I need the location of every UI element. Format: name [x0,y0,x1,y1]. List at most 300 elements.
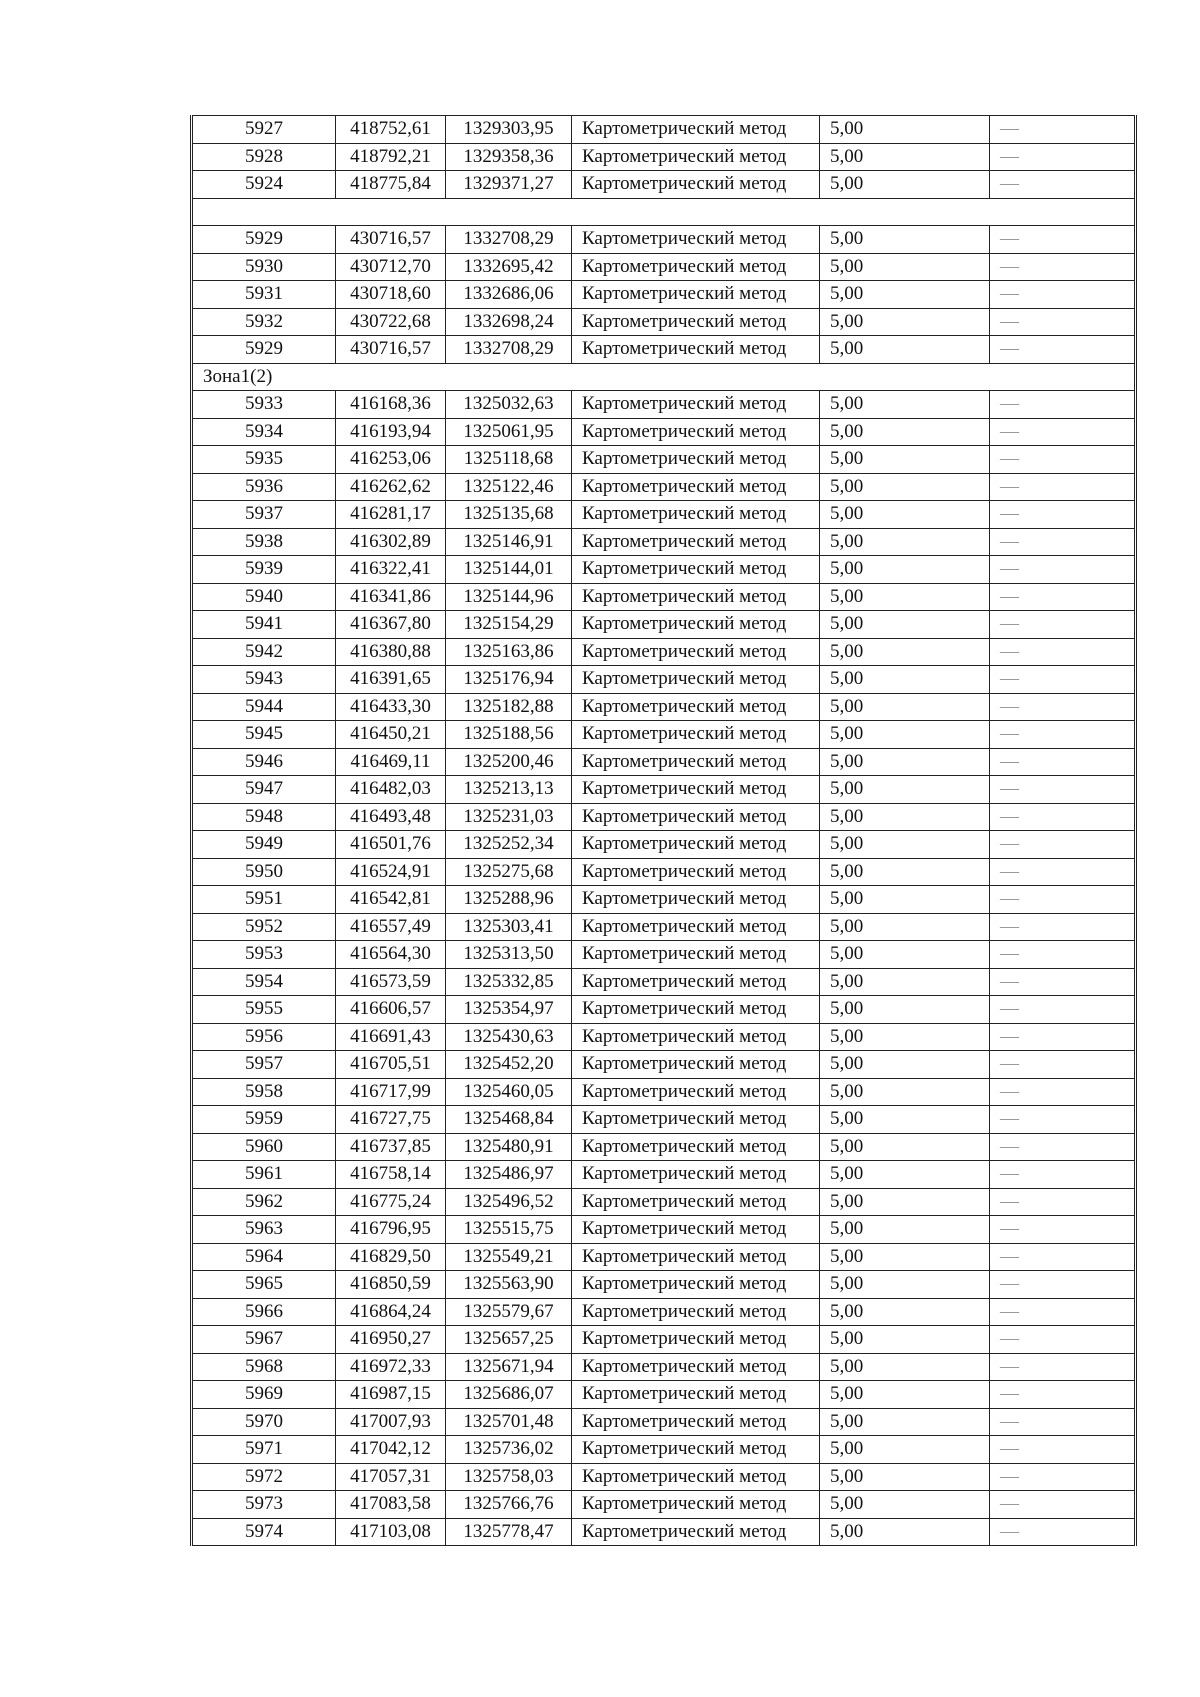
note-cell: — [990,1106,1136,1134]
note-cell: — [990,941,1136,969]
table-row [192,1381,1136,1409]
table-row [192,858,1136,886]
accuracy-cell: 5,00 [820,1326,990,1354]
method-cell: Картометрический метод [572,666,820,694]
y-coordinate-cell: 1325288,96 [446,886,572,914]
accuracy-cell: 5,00 [820,1216,990,1244]
x-coordinate-cell: 416606,57 [336,996,446,1024]
note-cell: — [990,226,1136,254]
table-row [192,308,1136,336]
table-row [192,913,1136,941]
accuracy-cell: 5,00 [820,776,990,804]
note-cell: — [990,473,1136,501]
point-number-cell: 5947 [192,776,336,804]
x-coordinate-cell: 430716,57 [336,226,446,254]
y-coordinate-cell: 1325303,41 [446,913,572,941]
method-cell: Картометрический метод [572,116,820,144]
x-coordinate-cell: 418752,61 [336,116,446,144]
note-cell: — [990,1381,1136,1409]
point-number-cell: 5968 [192,1353,336,1381]
x-coordinate-cell: 416262,62 [336,473,446,501]
x-coordinate-cell: 418775,84 [336,171,446,199]
note-cell: — [990,1133,1136,1161]
point-number-cell: 5935 [192,446,336,474]
method-cell: Картометрический метод [572,1023,820,1051]
accuracy-cell: 5,00 [820,1436,990,1464]
table-row [192,336,1136,364]
table-row [192,1326,1136,1354]
method-cell: Картометрический метод [572,638,820,666]
accuracy-cell: 5,00 [820,1051,990,1079]
point-number-cell: 5929 [192,226,336,254]
note-cell: — [990,1161,1136,1189]
table-row [192,501,1136,529]
y-coordinate-cell: 1325118,68 [446,446,572,474]
table-row [192,281,1136,309]
x-coordinate-cell: 430718,60 [336,281,446,309]
accuracy-cell: 5,00 [820,831,990,859]
x-coordinate-cell: 416573,59 [336,968,446,996]
method-cell: Картометрический метод [572,473,820,501]
note-cell: — [990,1271,1136,1299]
point-number-cell: 5958 [192,1078,336,1106]
accuracy-cell: 5,00 [820,721,990,749]
table-row [192,116,1136,144]
note-cell: — [990,913,1136,941]
point-number-cell: 5924 [192,171,336,199]
accuracy-cell: 5,00 [820,666,990,694]
table-row [192,1106,1136,1134]
x-coordinate-cell: 416253,06 [336,446,446,474]
method-cell: Картометрический метод [572,418,820,446]
y-coordinate-cell: 1325231,03 [446,803,572,831]
method-cell: Картометрический метод [572,1518,820,1546]
point-number-cell: 5953 [192,941,336,969]
note-cell: — [990,1518,1136,1546]
method-cell: Картометрический метод [572,336,820,364]
note-cell: — [990,1298,1136,1326]
point-number-cell: 5963 [192,1216,336,1244]
method-cell: Картометрический метод [572,556,820,584]
point-number-cell: 5964 [192,1243,336,1271]
table-row [192,1188,1136,1216]
accuracy-cell: 5,00 [820,1271,990,1299]
method-cell: Картометрический метод [572,528,820,556]
x-coordinate-cell: 416341,86 [336,583,446,611]
method-cell: Картометрический метод [572,1381,820,1409]
note-cell: — [990,748,1136,776]
method-cell: Картометрический метод [572,171,820,199]
accuracy-cell: 5,00 [820,886,990,914]
point-number-cell: 5945 [192,721,336,749]
y-coordinate-cell: 1325332,85 [446,968,572,996]
x-coordinate-cell: 416322,41 [336,556,446,584]
note-cell: — [990,116,1136,144]
x-coordinate-cell: 416193,94 [336,418,446,446]
x-coordinate-cell: 417042,12 [336,1436,446,1464]
method-cell: Картометрический метод [572,1298,820,1326]
x-coordinate-cell: 416972,33 [336,1353,446,1381]
coordinates-table-body [192,116,1136,1546]
x-coordinate-cell: 417057,31 [336,1463,446,1491]
method-cell: Картометрический метод [572,1133,820,1161]
y-coordinate-cell: 1325496,52 [446,1188,572,1216]
method-cell: Картометрический метод [572,996,820,1024]
point-number-cell: 5929 [192,336,336,364]
separator-cell [192,198,1136,226]
point-number-cell: 5944 [192,693,336,721]
method-cell: Картометрический метод [572,693,820,721]
method-cell: Картометрический метод [572,1408,820,1436]
x-coordinate-cell: 417007,93 [336,1408,446,1436]
x-coordinate-cell: 430722,68 [336,308,446,336]
accuracy-cell: 5,00 [820,1463,990,1491]
note-cell: — [990,1023,1136,1051]
accuracy-cell: 5,00 [820,143,990,171]
method-cell: Картометрический метод [572,748,820,776]
method-cell: Картометрический метод [572,831,820,859]
table-row [192,1353,1136,1381]
y-coordinate-cell: 1325778,47 [446,1518,572,1546]
table-row [192,418,1136,446]
point-number-cell: 5952 [192,913,336,941]
note-cell: — [990,1188,1136,1216]
x-coordinate-cell: 416281,17 [336,501,446,529]
note-cell: — [990,583,1136,611]
point-number-cell: 5928 [192,143,336,171]
point-number-cell: 5927 [192,116,336,144]
note-cell: — [990,831,1136,859]
note-cell: — [990,886,1136,914]
method-cell: Картометрический метод [572,1161,820,1189]
x-coordinate-cell: 416450,21 [336,721,446,749]
method-cell: Картометрический метод [572,721,820,749]
y-coordinate-cell: 1325480,91 [446,1133,572,1161]
y-coordinate-cell: 1325122,46 [446,473,572,501]
point-number-cell: 5969 [192,1381,336,1409]
accuracy-cell: 5,00 [820,281,990,309]
note-cell: — [990,666,1136,694]
accuracy-cell: 5,00 [820,446,990,474]
table-row [192,1051,1136,1079]
table-row [192,556,1136,584]
x-coordinate-cell: 416564,30 [336,941,446,969]
y-coordinate-cell: 1325460,05 [446,1078,572,1106]
note-cell: — [990,611,1136,639]
accuracy-cell: 5,00 [820,1023,990,1051]
method-cell: Картометрический метод [572,1491,820,1519]
note-cell: — [990,391,1136,419]
method-cell: Картометрический метод [572,1436,820,1464]
note-cell: — [990,693,1136,721]
accuracy-cell: 5,00 [820,1078,990,1106]
table-row [192,1133,1136,1161]
y-coordinate-cell: 1325354,97 [446,996,572,1024]
point-number-cell: 5941 [192,611,336,639]
note-cell: — [990,1051,1136,1079]
table-row [192,611,1136,639]
x-coordinate-cell: 416705,51 [336,1051,446,1079]
table-row [192,638,1136,666]
accuracy-cell: 5,00 [820,1188,990,1216]
point-number-cell: 5962 [192,1188,336,1216]
x-coordinate-cell: 417103,08 [336,1518,446,1546]
x-coordinate-cell: 430716,57 [336,336,446,364]
x-coordinate-cell: 416557,49 [336,913,446,941]
accuracy-cell: 5,00 [820,583,990,611]
table-row [192,941,1136,969]
accuracy-cell: 5,00 [820,638,990,666]
table-row [192,143,1136,171]
note-cell: — [990,418,1136,446]
accuracy-cell: 5,00 [820,171,990,199]
note-cell: — [990,1436,1136,1464]
accuracy-cell: 5,00 [820,1133,990,1161]
table-row [192,693,1136,721]
x-coordinate-cell: 430712,70 [336,253,446,281]
table-row [192,996,1136,1024]
x-coordinate-cell: 416391,65 [336,666,446,694]
note-cell: — [990,1078,1136,1106]
y-coordinate-cell: 1325563,90 [446,1271,572,1299]
table-row [192,1298,1136,1326]
table-row [192,886,1136,914]
table-row [192,1463,1136,1491]
coordinates-table [190,115,1137,1546]
y-coordinate-cell: 1332708,29 [446,226,572,254]
note-cell: — [990,1408,1136,1436]
x-coordinate-cell: 416482,03 [336,776,446,804]
point-number-cell: 5937 [192,501,336,529]
point-number-cell: 5967 [192,1326,336,1354]
y-coordinate-cell: 1325144,01 [446,556,572,584]
table-row [192,748,1136,776]
y-coordinate-cell: 1325188,56 [446,721,572,749]
point-number-cell: 5970 [192,1408,336,1436]
note-cell: — [990,143,1136,171]
x-coordinate-cell: 416367,80 [336,611,446,639]
method-cell: Картометрический метод [572,1216,820,1244]
table-row [192,473,1136,501]
table-row [192,391,1136,419]
x-coordinate-cell: 416168,36 [336,391,446,419]
note-cell: — [990,446,1136,474]
method-cell: Картометрический метод [572,1243,820,1271]
accuracy-cell: 5,00 [820,941,990,969]
zone-label: Зона1(2) [192,363,1136,391]
separator-row [192,198,1136,226]
table-row [192,1161,1136,1189]
x-coordinate-cell: 416850,59 [336,1271,446,1299]
table-row [192,253,1136,281]
x-coordinate-cell: 418792,21 [336,143,446,171]
table-row [192,831,1136,859]
note-cell: — [990,803,1136,831]
table-row [192,1408,1136,1436]
y-coordinate-cell: 1325579,67 [446,1298,572,1326]
table-row [192,1271,1136,1299]
method-cell: Картометрический метод [572,281,820,309]
y-coordinate-cell: 1325468,84 [446,1106,572,1134]
accuracy-cell: 5,00 [820,1491,990,1519]
note-cell: — [990,858,1136,886]
x-coordinate-cell: 416542,81 [336,886,446,914]
y-coordinate-cell: 1325686,07 [446,1381,572,1409]
accuracy-cell: 5,00 [820,1106,990,1134]
method-cell: Картометрический метод [572,1326,820,1354]
method-cell: Картометрический метод [572,941,820,969]
table-row [192,226,1136,254]
y-coordinate-cell: 1325313,50 [446,941,572,969]
table-row [192,528,1136,556]
point-number-cell: 5960 [192,1133,336,1161]
point-number-cell: 5965 [192,1271,336,1299]
y-coordinate-cell: 1329303,95 [446,116,572,144]
point-number-cell: 5949 [192,831,336,859]
y-coordinate-cell: 1325213,13 [446,776,572,804]
table-row [192,666,1136,694]
note-cell: — [990,968,1136,996]
point-number-cell: 5932 [192,308,336,336]
y-coordinate-cell: 1325671,94 [446,1353,572,1381]
y-coordinate-cell: 1325144,96 [446,583,572,611]
x-coordinate-cell: 416380,88 [336,638,446,666]
method-cell: Картометрический метод [572,803,820,831]
method-cell: Картометрический метод [572,308,820,336]
note-cell: — [990,281,1136,309]
point-number-cell: 5959 [192,1106,336,1134]
table-row [192,1243,1136,1271]
table-row [192,721,1136,749]
x-coordinate-cell: 416493,48 [336,803,446,831]
point-number-cell: 5942 [192,638,336,666]
note-cell: — [990,1216,1136,1244]
y-coordinate-cell: 1325135,68 [446,501,572,529]
point-number-cell: 5966 [192,1298,336,1326]
x-coordinate-cell: 417083,58 [336,1491,446,1519]
accuracy-cell: 5,00 [820,858,990,886]
table-row [192,1436,1136,1464]
y-coordinate-cell: 1325452,20 [446,1051,572,1079]
point-number-cell: 5950 [192,858,336,886]
table-row [192,1491,1136,1519]
accuracy-cell: 5,00 [820,1161,990,1189]
point-number-cell: 5938 [192,528,336,556]
table-row [192,171,1136,199]
method-cell: Картометрический метод [572,391,820,419]
method-cell: Картометрический метод [572,1353,820,1381]
x-coordinate-cell: 416691,43 [336,1023,446,1051]
method-cell: Картометрический метод [572,1271,820,1299]
point-number-cell: 5948 [192,803,336,831]
x-coordinate-cell: 416864,24 [336,1298,446,1326]
x-coordinate-cell: 416758,14 [336,1161,446,1189]
coordinates-table-container [190,115,1134,1546]
method-cell: Картометрический метод [572,913,820,941]
note-cell: — [990,776,1136,804]
y-coordinate-cell: 1325146,91 [446,528,572,556]
method-cell: Картометрический метод [572,1106,820,1134]
point-number-cell: 5936 [192,473,336,501]
accuracy-cell: 5,00 [820,1353,990,1381]
table-row [192,583,1136,611]
y-coordinate-cell: 1332698,24 [446,308,572,336]
accuracy-cell: 5,00 [820,226,990,254]
point-number-cell: 5957 [192,1051,336,1079]
point-number-cell: 5943 [192,666,336,694]
table-row [192,446,1136,474]
table-row [192,1518,1136,1546]
method-cell: Картометрический метод [572,858,820,886]
note-cell: — [990,336,1136,364]
y-coordinate-cell: 1325766,76 [446,1491,572,1519]
accuracy-cell: 5,00 [820,528,990,556]
point-number-cell: 5974 [192,1518,336,1546]
point-number-cell: 5956 [192,1023,336,1051]
x-coordinate-cell: 416501,76 [336,831,446,859]
accuracy-cell: 5,00 [820,253,990,281]
y-coordinate-cell: 1325736,02 [446,1436,572,1464]
accuracy-cell: 5,00 [820,308,990,336]
point-number-cell: 5939 [192,556,336,584]
y-coordinate-cell: 1325176,94 [446,666,572,694]
note-cell: — [990,638,1136,666]
x-coordinate-cell: 416717,99 [336,1078,446,1106]
point-number-cell: 5971 [192,1436,336,1464]
method-cell: Картометрический метод [572,143,820,171]
y-coordinate-cell: 1325154,29 [446,611,572,639]
table-row [192,1023,1136,1051]
x-coordinate-cell: 416302,89 [336,528,446,556]
accuracy-cell: 5,00 [820,473,990,501]
accuracy-cell: 5,00 [820,501,990,529]
table-row [192,1078,1136,1106]
accuracy-cell: 5,00 [820,1518,990,1546]
point-number-cell: 5961 [192,1161,336,1189]
y-coordinate-cell: 1325430,63 [446,1023,572,1051]
method-cell: Картометрический метод [572,611,820,639]
y-coordinate-cell: 1325657,25 [446,1326,572,1354]
y-coordinate-cell: 1325275,68 [446,858,572,886]
accuracy-cell: 5,00 [820,1408,990,1436]
x-coordinate-cell: 416987,15 [336,1381,446,1409]
x-coordinate-cell: 416775,24 [336,1188,446,1216]
accuracy-cell: 5,00 [820,803,990,831]
x-coordinate-cell: 416433,30 [336,693,446,721]
zone-header-row [192,363,1136,391]
accuracy-cell: 5,00 [820,693,990,721]
y-coordinate-cell: 1329358,36 [446,143,572,171]
point-number-cell: 5940 [192,583,336,611]
note-cell: — [990,1353,1136,1381]
point-number-cell: 5954 [192,968,336,996]
method-cell: Картометрический метод [572,583,820,611]
accuracy-cell: 5,00 [820,968,990,996]
note-cell: — [990,556,1136,584]
point-number-cell: 5933 [192,391,336,419]
note-cell: — [990,528,1136,556]
method-cell: Картометрический метод [572,886,820,914]
note-cell: — [990,721,1136,749]
note-cell: — [990,171,1136,199]
accuracy-cell: 5,00 [820,336,990,364]
table-row [192,1216,1136,1244]
table-row [192,776,1136,804]
point-number-cell: 5955 [192,996,336,1024]
method-cell: Картометрический метод [572,1051,820,1079]
accuracy-cell: 5,00 [820,1381,990,1409]
point-number-cell: 5972 [192,1463,336,1491]
